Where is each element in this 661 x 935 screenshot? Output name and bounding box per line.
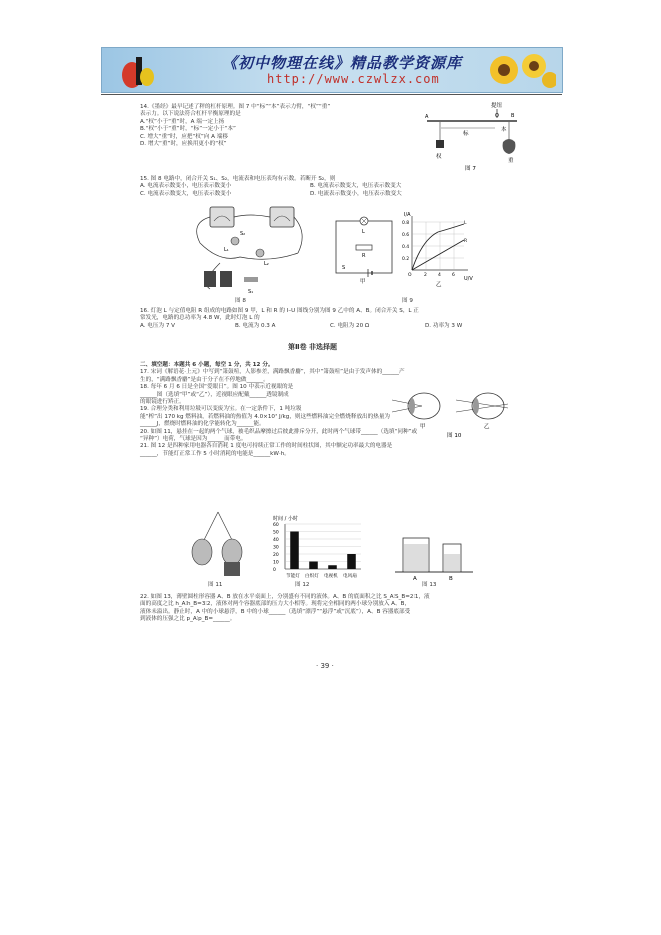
fig7-caption: 图 7 [465, 166, 476, 172]
svg-text:B: B [449, 576, 453, 582]
meter-icon [210, 207, 234, 227]
fig11-caption: 图 11 [208, 582, 223, 588]
bar-0 [290, 532, 299, 570]
header-banner [101, 47, 563, 93]
q18-line3: 的眼镜进行矫正。 [140, 399, 185, 406]
svg-text:图 10: 图 10 [447, 433, 462, 438]
q16-stem-cont: 常发光，电路的总功率为 4.8 W，此时灯泡 L 的 [140, 315, 260, 322]
x-tick-label: 白炽灯 [305, 574, 319, 579]
banner-url[interactable]: http://www.czwlzx.com [267, 72, 440, 86]
q18-line1: 18. 每年 6 月 6 日是全国“爱眼日”。图 10 中表示近视眼的是 [140, 384, 294, 391]
svg-text:S: S [342, 265, 346, 271]
balloon-icon [192, 539, 212, 565]
svg-text:B: B [511, 113, 515, 119]
question-22 [140, 594, 525, 624]
svg-text:甲: 甲 [420, 424, 426, 430]
page-number: · 39 · [316, 662, 334, 670]
banner-title: 《初中物理在线》精品教学资源库 [222, 54, 463, 72]
y-tick-label: 30 [273, 545, 279, 551]
q14-option-b[interactable]: B.“权”小于“重”时，“标”一定小于“本” [140, 126, 236, 133]
svg-text:S₂: S₂ [240, 231, 246, 237]
fill-header: 二、填空题：本题共 6 小题，每空 1 分，共 12 分。 [140, 362, 274, 368]
q16-option-a[interactable]: A. 电压为 7 V [140, 322, 176, 329]
svg-text:本: 本 [501, 127, 507, 133]
svg-text:0.2: 0.2 [402, 257, 410, 262]
q19-line2: 能“榨”出 170 kg 燃料油，若燃料油的热值为 4.0×10⁷ J/kg，则这些燃料油完全燃烧释放出的热量为 [140, 413, 391, 420]
svg-text:0.6: 0.6 [402, 233, 410, 238]
figure-9-iu-chart [402, 210, 482, 290]
svg-text:权: 权 [436, 154, 442, 160]
q16-option-d[interactable]: D. 功率为 3 W [425, 322, 463, 329]
curve-r [412, 240, 464, 270]
fig7-label-tiniu: 提纽 [491, 103, 503, 109]
y-tick-label: 40 [273, 537, 279, 543]
figure-10-eyes [392, 388, 522, 438]
bar-1 [309, 562, 318, 570]
q22-line3: 液体未溢出。静止时，A 中的小球悬浮，B 中的小球______（选填“漂浮”“悬浮”或“沉底”），A、B 容器底部受 [140, 608, 411, 615]
svg-text:U/V: U/V [464, 276, 473, 282]
bulb-icon [231, 237, 239, 245]
svg-text:S₁: S₁ [248, 289, 254, 295]
fig9-caption: 图 9 [402, 298, 413, 304]
svg-text:R: R [362, 253, 366, 259]
q21-line1: 21. 图 12 是四种家用电器各自消耗 1 度电可持续正常工作的时间柱状图，其中额定功率最大的电器是 [140, 443, 393, 450]
svg-text:L₁: L₁ [224, 247, 229, 253]
svg-text:L: L [362, 229, 365, 235]
chart-title: 时间 / 小时 [273, 516, 298, 522]
q16-option-b[interactable]: B. 电流为 0.3 A [235, 322, 276, 329]
sunflower-icon [486, 50, 556, 90]
y-tick-label: 60 [273, 522, 279, 528]
balloon-icon-2 [222, 539, 242, 565]
bulb-icon-2 [256, 249, 264, 257]
q16-stem: 16. 灯泡 L 与定值电阻 R 组成的电路如图 9 甲，L 和 R 的 I–U 图线分别为图 9 乙中的 A、B。闭合开关 S，L 正 [140, 308, 419, 314]
svg-text:L: L [464, 221, 467, 226]
figure-11-balloons [188, 510, 248, 580]
svg-text:6: 6 [452, 273, 455, 278]
q16-option-c[interactable]: C. 电阻为 20 Ω [330, 322, 370, 329]
q19-line3: ______J，燃烧时燃料油的化学能转化为______能。 [140, 421, 265, 428]
figure-12-bar-chart [265, 514, 365, 584]
bar-3 [347, 554, 356, 569]
header-divider [101, 94, 562, 95]
fig12-caption: 图 12 [295, 582, 310, 588]
q14-stem-cont: 表示力。以下说法符合杠杆平衡原理的是 [140, 111, 241, 118]
x-tick-label: 节能灯 [286, 574, 300, 579]
svg-text:0.8: 0.8 [402, 221, 410, 226]
figure-9-circuit [330, 215, 400, 285]
q14-option-d[interactable]: D. 增大“重”时，应换用更小的“权” [140, 141, 227, 148]
svg-text:A: A [413, 576, 417, 582]
q14-stem: 14.《墨经》最早记述了秤的杠杆原理。图 7 中“标”“本”表示力臂，“权”“重” [140, 104, 331, 110]
q20-line1: 20. 如图 11，悬挂在一起的两个气球，被毛织品摩擦过后彼此排斥分开，此时两个气球带______（选填“同种”或 [140, 428, 418, 435]
battery-icon [204, 271, 216, 287]
load-icon [503, 139, 516, 154]
figure-8-circuit [180, 203, 315, 298]
q22-line1: 22. 如图 13，薄壁圆柱形容器 A、B 放在水平桌面上，分别盛有不同的液体。A、B 的底面积之比 S_A∶S_B=2∶1，液 [140, 594, 430, 600]
q14-option-c[interactable]: C. 增大“重”时，应把“权”向 A 端移 [140, 133, 228, 140]
battery-icon-2 [220, 271, 232, 287]
x-tick-label: 电视机 [324, 574, 338, 579]
svg-text:甲: 甲 [360, 279, 366, 285]
svg-text:乙: 乙 [436, 282, 442, 288]
y-tick-label: 0 [273, 567, 276, 573]
q15-option-d[interactable]: D. 电流表示数变小，电压表示数变大 [310, 190, 402, 197]
figure-13-containers [395, 530, 475, 585]
x-tick-label: 电风扇 [343, 574, 357, 579]
svg-text:A: A [425, 114, 429, 120]
q17-line2: 生的，“满路飘香麝”是由于分子在不停地做______。 [140, 376, 269, 383]
liquid-a [404, 544, 428, 571]
exam-page [140, 100, 525, 680]
q15-option-a[interactable]: A. 电流表示数变小，电压表示数变小 [140, 183, 232, 190]
site-logo-icon [114, 51, 158, 89]
y-tick-label: 50 [273, 530, 279, 536]
svg-text:L₂: L₂ [264, 261, 269, 267]
y-tick-label: 10 [273, 560, 279, 566]
q22-line4: 到液体的压强之比 p_A∶p_B=______。 [140, 616, 236, 623]
svg-text:4: 4 [438, 273, 441, 278]
q15-option-c[interactable]: C. 电流表示数变大，电压表示数变小 [140, 190, 232, 197]
svg-text:R: R [464, 239, 468, 244]
resistor-icon [356, 245, 372, 250]
q19-line1: 19. 合理分类和利用垃圾可以变废为宝。在一定条件下，1 吨垃圾 [140, 406, 302, 413]
bar-2 [328, 565, 337, 569]
meter-icon-2 [270, 207, 294, 227]
part-2-title: 第Ⅱ卷 非选择题 [288, 343, 338, 351]
svg-text:2: 2 [424, 273, 427, 278]
fig13-caption: 图 13 [422, 582, 437, 588]
q20-line2: “异种”）电荷，气球是因为______而带电。 [140, 436, 247, 443]
svg-text:重: 重 [508, 158, 514, 164]
svg-text:乙: 乙 [484, 424, 490, 430]
weight-icon [436, 140, 444, 148]
q15-option-b[interactable]: B. 电流表示数变大，电压表示数变大 [310, 183, 402, 190]
liquid-b [444, 554, 460, 571]
q18-line2: ______图（选填“甲”或“乙”），近视眼应配戴______透镜制成 [140, 391, 289, 398]
svg-text:O: O [495, 113, 499, 119]
q22-line2: 面的高度之比 h_A∶h_B=3∶2，液体对两个容器底部的压力大小相等。现将完全相同的两小球分别放入 A、B， [140, 601, 411, 608]
fig8-caption: 图 8 [235, 298, 246, 304]
svg-text:O: O [408, 273, 412, 278]
q15-stem: 15. 图 8 电路中，闭合开关 S₁、S₂，电流表和电压表均有示数。若断开 S₂，则 [140, 176, 336, 182]
switch-icon [244, 277, 258, 282]
svg-text:标: 标 [463, 131, 469, 137]
svg-text:0.4: 0.4 [402, 245, 410, 250]
q14-option-a[interactable]: A.“权”小于“重”时，A 端一定上扬 [140, 118, 225, 125]
svg-text:I/A: I/A [404, 212, 411, 218]
q21-line2: ______，节能灯正常工作 5 小时消耗的电能是______kW·h。 [140, 450, 290, 457]
cloth-icon [224, 562, 240, 576]
q17-line1: 17. 宋词《解语花·上元》中写到“箫鼓喧，人影参差，满路飘香麝”，其中“箫鼓喧”是由于发声体的______产 [140, 369, 405, 376]
figure-7-steelyard [425, 100, 525, 172]
question-15 [140, 176, 525, 198]
curve-l [412, 224, 464, 270]
y-tick-label: 20 [273, 552, 279, 558]
question-16 [140, 308, 525, 330]
